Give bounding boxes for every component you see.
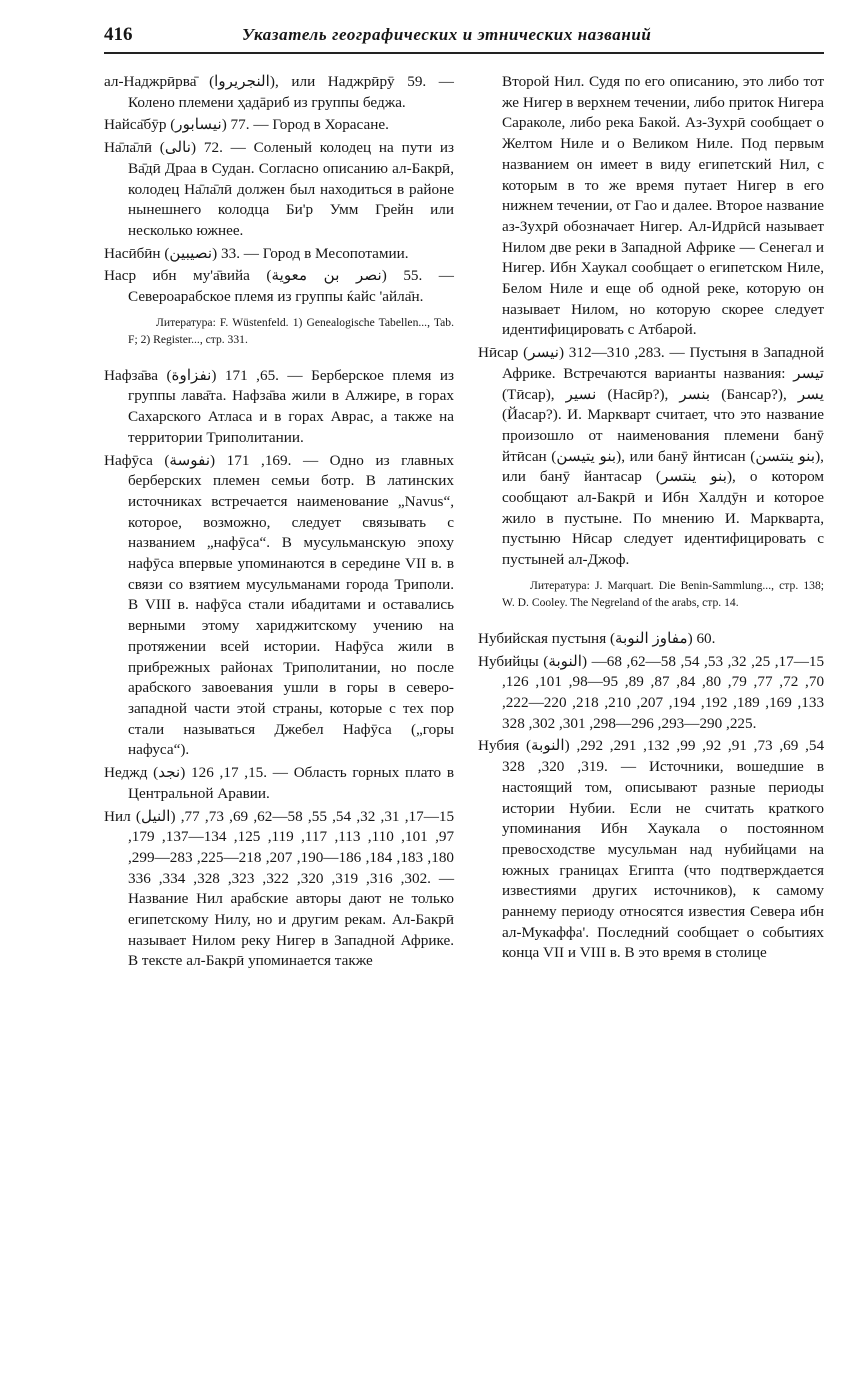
index-entry: Нӣсар (نيسر) 283, 310—312. — Пустыня в Западной Африке. Встречаются варианты названия: تيسر (Тӣсар), نسير (Насӣр?), بنسر (Бансар?), يسر (Йасар?). И. Маркварт считает, что это название произошло от наименования племени банӯ йтӣсан (بنو يتيسن), или банӯ йнтисан (بنو ينتسن), или банӯ йантасар (بنو ينتسر), о котором сообщают ал-Бакрӣ и Ибн Халдӯн и которое жило в пустыне. По мнению И. Маркварта, пустыню Нӣсар следует идентифицировать с пустыней ал-Джоф. bbox=[478, 344, 825, 569]
page-header bbox=[104, 24, 826, 50]
page-number: 416 bbox=[104, 24, 133, 45]
index-entry: Нафӯса (نفوسة) 169, 171. — Одно из главных берберских племен семьи ботр. В латинских источниках встречается наименование „Navus“, которое, возможно, следует связывать с названием „нафӯса“. В мусульманскую эпоху нафӯса впервые упоминаются в середине VII в. в связи со взятием мусульманами города Триполи. В VIII в. нафӯса стали ибадитами и оставались верными этому хариджитскому учению на протяжении всей истории. Нафӯса жили в прибрежных районах Триполитании, но после арабского завоевания ушли в горы в северо-западной части этой страны, которые с тех пор стали называться Джебел Нафӯса („горы нафуса“). bbox=[104, 451, 455, 759]
literature-note: Литература: F. Wüstenfeld. 1) Genealogische Tabellen..., Tab. F; 2) Register..., стр. 331. bbox=[128, 315, 454, 346]
index-entry: Неджд (نجد) 15, 17, 126. — Область горных плато в Центральной Аравии. bbox=[104, 764, 455, 802]
index-entry: Нил (النيل) 15—17, 31, 32, 54, 55, 58—62, 69, 73, 77, 97, 101, 110, 113, 117, 119, 125, 134—137, 179, 180, 183, 184, 186—190, 207, 218—225, 283—299, 302, 316, 319, 320, 322, 323, 328, 334, 336. — Название Нил арабские авторы дают не только египетскому Нилу, но и другим рекам. Ал-Бакрӣ называет Нилом реку Нигер в Западной Африке. В тексте ал-Бакрӣ упоминается также bbox=[104, 807, 455, 970]
index-entry: Насӣбӣн (نصيبين) 33. — Город в Месопотамии. bbox=[104, 244, 409, 262]
index-entry: ал-Наджрӣрва̄ (النجريروا), или Наджрӣрӯ 59. — Колено племени ҳадāриб из группы беджа. bbox=[104, 73, 454, 111]
index-entry-continuation: Второй Нил. Судя по его описанию, это либо тот же Нигер в верхнем течении, либо приток Нигера Сараколе, либо река Бакой. Аз-Зухрӣ сообщает о Желтом Ниле и о Великом Ниле. Под первым названием он имеет в виду египетский Нил, с которым в то же время путает Нигер в его нижнем течении, от Гао и далее. Второе название аз-Зухрӣ обозначает Нигер. Ал-Идрӣсӣ называет Нилом две реки в Западной Африке — Сенегал и Нигер. Ибн Хаукал сообщает о египетском Ниле, Белом Ниле и еще об одной реке, которую он называет Нилом, но которую скорее следует идентифицировать с Атбарой. bbox=[502, 73, 824, 339]
index-entry: На̄ла̄лӣ (نالى) 72. — Соленый колодец на пути из Ва̄дӣ Драа в Судан. Согласно описанию ал-Бакрӣ, колодец На̄ла̄лӣ должен был находиться в районе нынешнего колодца Би'р Умм Грейн или несколько южнее. bbox=[104, 139, 455, 239]
index-entry: Нубийская пустыня (مفاوز النوبة) 60. bbox=[478, 629, 716, 647]
index-entry: Нубийцы (النوبة) 15—17, 25, 32, 53, 54, 58—62, 68—70, 72, 77, 79, 80, 84, 87, 89, 95—98, 101, 126, 133, 169, 189, 192, 194, 207, 210, 218, 220—222, 225, 290—293, 296—298, 301, 302, 328. bbox=[478, 652, 825, 732]
running-title: Указатель географических и этнических названий bbox=[242, 25, 652, 44]
right-column bbox=[478, 72, 824, 966]
literature-note: Литература: J. Marquart. Die Benin-Sammlung..., стр. 138; W. D. Cooley. The Negreland of the arabs, стр. 14. bbox=[502, 578, 824, 609]
index-entry: Наср ибн му'а̄вийа (نصر بن معوية) 55. — Североарабское племя из группы ќайс 'айла̄н. bbox=[104, 267, 454, 306]
header-rule bbox=[104, 52, 824, 54]
left-column bbox=[104, 72, 454, 974]
index-entry: Нафза̄ва (نفزاوة) 65, 171. — Берберское племя из группы лава̄та. Нафза̄ва жили в Алжире, в горах Сахарского Атласа и в горах Аврас, а также на территории Триполитании. bbox=[104, 366, 455, 446]
index-entry: Нубия (النوبة) 54, 69, 73, 91, 92, 99, 132, 291, 292, 319, 320, 328. — Источники, вошедшие в настоящий том, описывают разные периоды истории Нубии. Если не считать краткого упоминания Ибн Хаукала о постоянном превосходстве мусульман над нубийцами на южных границах Египта (что подтверждается известиями других источников), к самому раннему периоду относятся известия Севера ибн ал-Мукаффа'. Последний сообщает о событиях конца VII и VIII в. В это время в столице bbox=[478, 737, 825, 962]
index-entry: Найса̄бӯр (نيسابور) 77. — Город в Хорасане. bbox=[104, 116, 389, 134]
